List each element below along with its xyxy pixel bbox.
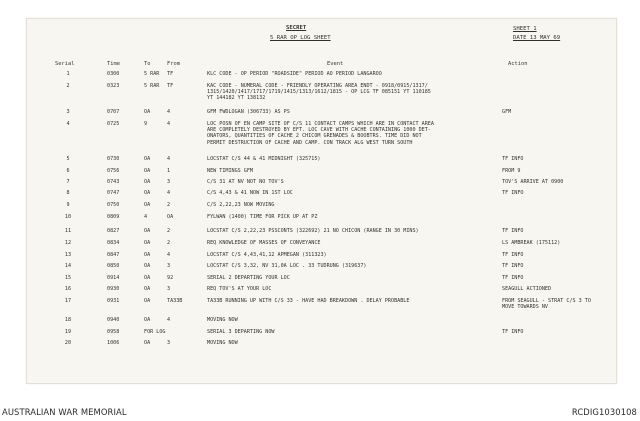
row-serial: 15	[64, 275, 72, 281]
row-action: TF INFO	[502, 275, 524, 281]
row-event: REQ TOV'S AT YOUR LOC	[207, 286, 272, 292]
row-time: 0834	[107, 240, 120, 246]
row-serial: 9	[66, 202, 70, 208]
document-classification: SECRET	[286, 25, 307, 31]
row-serial: 2	[66, 83, 70, 89]
row-to: OA	[144, 202, 151, 208]
row-from: 4	[167, 190, 171, 196]
row-event: LOCSTAT C/S 4,43,41,12 APMEGAN (311323)	[207, 252, 327, 258]
row-to: OA	[144, 190, 151, 196]
row-serial: 19	[64, 329, 72, 335]
row-event: SERIAL 3 DEPARTING NOW	[207, 329, 275, 335]
row-to: 9	[144, 121, 148, 127]
log-sheet-page	[26, 18, 617, 384]
row-time: 0730	[107, 156, 120, 162]
row-to: OA	[144, 168, 151, 174]
row-time: 0747	[107, 190, 120, 196]
row-to: OA	[144, 252, 151, 258]
row-serial: 6	[66, 168, 70, 174]
row-serial: 14	[64, 263, 72, 269]
row-event: C/S 31 AT NV NOT NO TOV'S	[207, 179, 284, 185]
row-serial: 3	[66, 109, 70, 115]
row-to: 5 RAR	[144, 71, 160, 77]
sheet-date: DATE 13 MAY 69	[513, 35, 561, 41]
row-time: 0850	[107, 263, 120, 269]
row-event: GFM FWDLOGAN (306733) AS PS	[207, 109, 290, 115]
row-from: 3	[167, 286, 171, 292]
row-action: TF INFO	[502, 228, 524, 234]
column-header-from: From	[167, 61, 180, 67]
row-serial: 17	[64, 298, 72, 304]
row-from: 2	[167, 202, 171, 208]
row-time: 0931	[107, 298, 120, 304]
row-time: 0750	[107, 202, 120, 208]
row-serial: 4	[66, 121, 70, 127]
row-to: OA	[144, 156, 151, 162]
row-from: 1	[167, 168, 171, 174]
row-action: TF INFO	[502, 329, 524, 335]
row-action: TF INFO	[502, 263, 524, 269]
row-event: REQ KNOWLEDGE OF MASSES OF CONVEYANCE	[207, 240, 321, 246]
row-from: 3	[167, 263, 171, 269]
row-action: LS AMBREAK (175112)	[502, 240, 561, 246]
row-time: 0323	[107, 83, 120, 89]
row-event: TA33B RUNNING UP WITH C/S 33 - HAVE HAD BREAKDOWN . DELAY PROBABLE	[207, 298, 410, 304]
row-time: 0940	[107, 317, 120, 323]
row-time: 0707	[107, 109, 120, 115]
row-time: 0300	[107, 71, 120, 77]
row-from: 4	[167, 252, 171, 258]
column-header-action: Action	[508, 61, 528, 67]
column-header-serial: Serial	[55, 61, 75, 67]
row-from: TF	[167, 83, 174, 89]
row-event: C/S 4,43 & 41 NOW IN 1ST LOC	[207, 190, 293, 196]
row-to: OA	[144, 286, 151, 292]
row-from: OA	[167, 214, 174, 220]
row-serial: 16	[64, 286, 72, 292]
row-serial: 18	[64, 317, 72, 323]
row-from: 3	[167, 179, 171, 185]
row-time: 0756	[107, 168, 120, 174]
row-action: TOV'S ARRIVE AT 0900	[502, 179, 564, 185]
row-from: TF	[167, 71, 174, 77]
footer-reference: RCDIG1030108	[571, 407, 637, 417]
sheet-number: SHEET 1	[513, 26, 537, 32]
row-time: 0914	[107, 275, 120, 281]
row-to: OA	[144, 298, 151, 304]
row-action: SEAGULL ACTIONED	[502, 286, 552, 292]
row-event: LOCSTAT C/S 2,22,23 PSSCONTS (322692) 21 NO CHICON (RANGE IN 30 MINS)	[207, 228, 419, 234]
row-time: 0743	[107, 179, 120, 185]
row-event: SERIAL 2 DEPARTING YOUR LOC	[207, 275, 290, 281]
row-to: OA	[144, 228, 151, 234]
row-from: 4	[167, 109, 171, 115]
column-header-to: To	[144, 61, 151, 67]
row-event: FYLWAN (1400) TIME FOR PICK UP AT PZ	[207, 214, 318, 220]
row-time: 0930	[107, 286, 120, 292]
row-serial: 12	[64, 240, 72, 246]
row-to: OA	[144, 109, 151, 115]
row-to: OA	[144, 263, 151, 269]
row-action: GFM	[502, 109, 512, 115]
row-action: FROM 9	[502, 168, 521, 174]
row-action: TF INFO	[502, 252, 524, 258]
row-to: FOR LOG	[144, 329, 166, 335]
row-event: MOVING NOW	[207, 317, 238, 323]
row-time: 0847	[107, 252, 120, 258]
row-action: TF INFO	[502, 190, 524, 196]
row-to: OA	[144, 317, 151, 323]
row-serial: 1	[66, 71, 70, 77]
row-serial: 13	[64, 252, 72, 258]
row-time: 0958	[107, 329, 120, 335]
row-action: TF INFO	[502, 156, 524, 162]
column-header-time: Time	[107, 61, 120, 67]
row-from: TA33B	[167, 298, 183, 304]
row-event: C/S 2,22,23 NOW MOVING	[207, 202, 275, 208]
row-from: 4	[167, 156, 171, 162]
row-serial: 10	[64, 214, 72, 220]
row-time: 0725	[107, 121, 120, 127]
row-to: 5 RAR	[144, 83, 160, 89]
row-event: LOC POSN OF EN CAMP SITE OF C/S 11 CONTACT CAMPS WHICH ARE IN CONTACT AREA ARE COMPLETELY DESTROYED BY EFT. LOC CAVE WITH CACHE CONTAINING 1000 DET- ONATORS, QUANTITIES OF CACHE 2 CHICOM GRENADES & BOOBTRS. TIME DID NOT PERMIT DESTRUCTION OF CACHE AND CAMP. CON TRACK ALG WEST TURN SOUTH	[207, 121, 434, 146]
row-event: MOVING NOW	[207, 340, 238, 346]
row-serial: 8	[66, 190, 70, 196]
row-from: 3	[167, 340, 171, 346]
row-serial: 20	[64, 340, 72, 346]
row-event: LOCSTAT C/S 3,32, NV 31,0A LOC . 33 TUDRUNG (319637)	[207, 263, 367, 269]
row-time: 1006	[107, 340, 120, 346]
row-from: 2	[167, 240, 171, 246]
row-from: 4	[167, 121, 171, 127]
row-from: 2	[167, 228, 171, 234]
row-event: NEW TIMINGS GFM	[207, 168, 254, 174]
row-serial: 5	[66, 156, 70, 162]
row-time: 0809	[107, 214, 120, 220]
row-to: 4	[144, 214, 148, 220]
row-to: OA	[144, 179, 151, 185]
row-to: OA	[144, 275, 151, 281]
row-from: 92	[167, 275, 174, 281]
row-serial: 7	[66, 179, 70, 185]
row-to: OA	[144, 240, 151, 246]
row-time: 0827	[107, 228, 120, 234]
row-to: OA	[144, 340, 151, 346]
row-action: FROM SEAGULL - STRAT C/S 3 TO MOVE TOWARDS NV	[502, 298, 591, 311]
row-from: 4	[167, 317, 171, 323]
document-title: 5 RAR OP LOG SHEET	[270, 35, 331, 41]
row-event: KLC CODE - OP PERIOD "ROADSIDE" PERIOD AO PERIOD LANGAROO	[207, 71, 382, 77]
row-serial: 11	[64, 228, 72, 234]
footer-source: AUSTRALIAN WAR MEMORIAL	[2, 407, 127, 417]
row-event: KAC CODE - NUMERAL CODE - FRIENDLY OPERATING AREA ENDT - 0918/0915/1317/ 1315/1420/1417/1717/1719/1415/1313/1612/1815 - OP LCG TF 085151 YT 110185 YT 144182 YT 138132	[207, 83, 431, 102]
row-event: LOCSTAT C/S 44 & 41 MIDNIGHT (325715)	[207, 156, 321, 162]
column-header-event: Event	[327, 61, 344, 67]
